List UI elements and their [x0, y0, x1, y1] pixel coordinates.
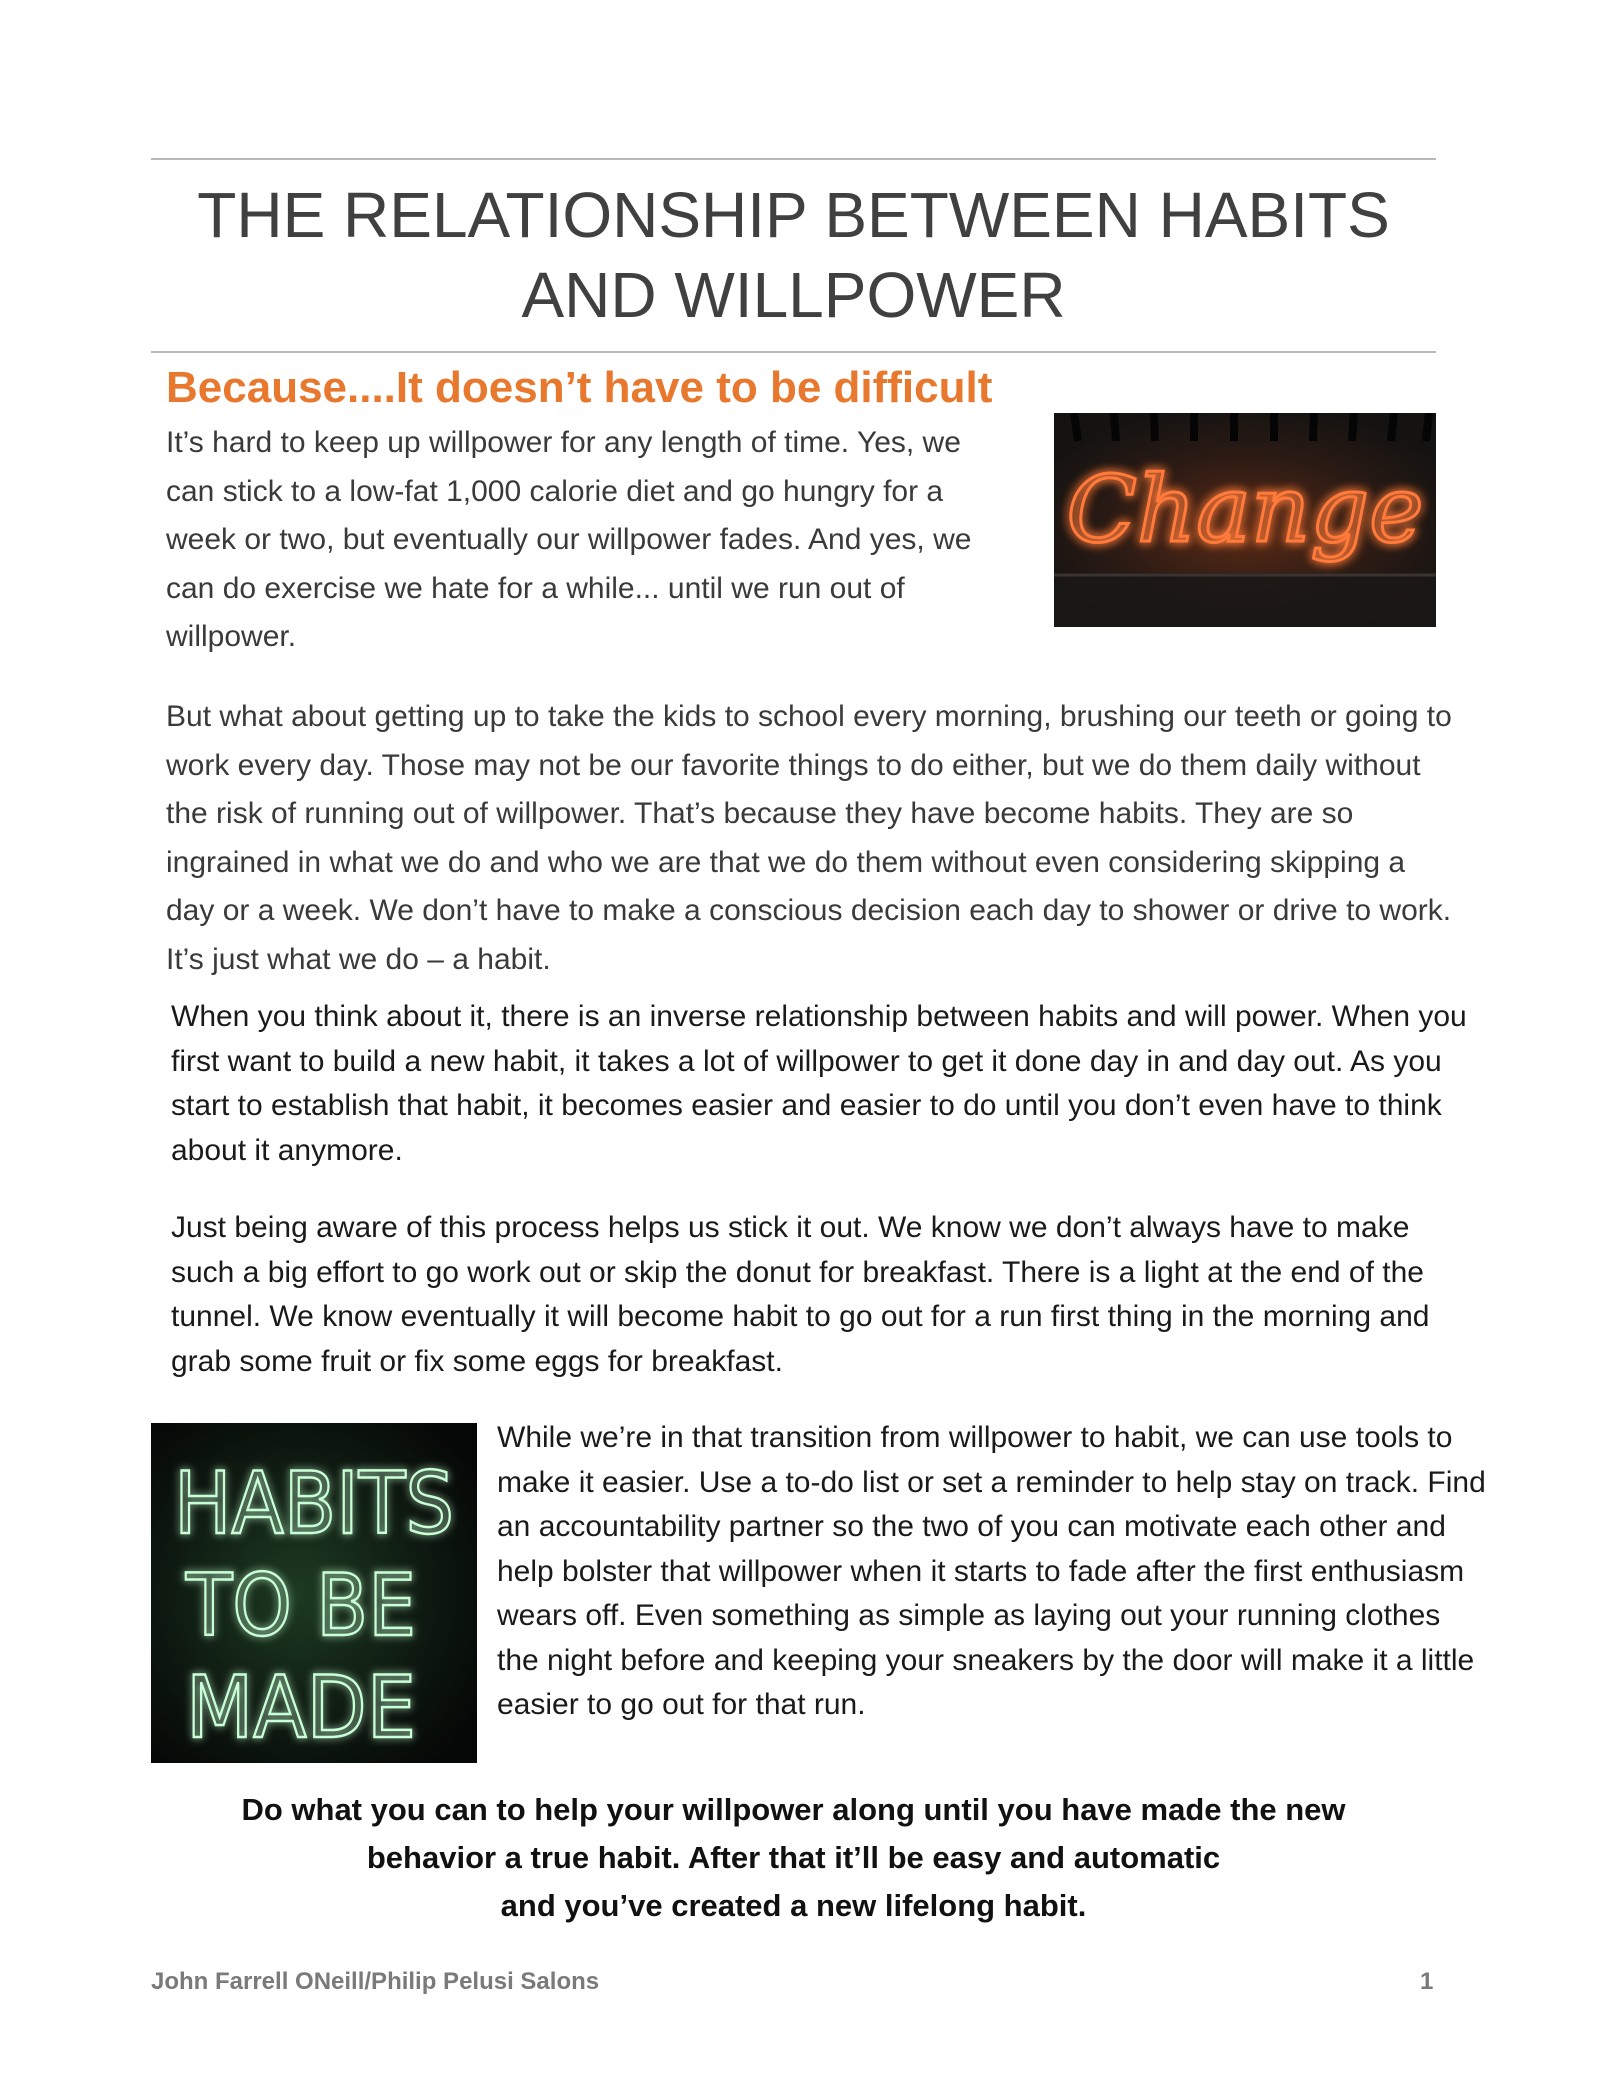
change-neon-text: Change	[1066, 456, 1424, 563]
page-title-line-1: THE RELATIONSHIP BETWEEN HABITS	[197, 179, 1390, 251]
footer-author: John Farrell ONeill/Philip Pelusi Salons	[151, 1968, 600, 1995]
paragraph-inverse-relationship: When you think about it, there is an inverse relationship between habits and will power. When you first want to build a new habit, it takes a lot of willpower to get it done day in and day out. As you start to establish that habit, it becomes easier and easier to do until you don’t even have to think about it anymore.	[171, 1000, 1467, 1167]
change-neon-image	[1054, 413, 1436, 627]
paragraph-process-awareness: Just being aware of this process helps us stick it out. We know we don’t always have to make such a big effort to go work out or skip the donut for breakfast. There is a light at the end of the tunnel. We know eventually it will become habit to go out for a run first thing in the morning and grab some fruit or fix some eggs for breakfast.	[171, 1211, 1430, 1378]
closing-statement	[151, 1786, 1436, 1930]
closing-line-1: Do what you can to help your willpower along until you have made the new	[241, 1792, 1346, 1827]
title-rule-bottom	[151, 351, 1436, 353]
closing-line-2: behavior a true habit. After that it’ll be easy and automatic	[366, 1840, 1221, 1875]
habits-neon-image	[151, 1423, 477, 1763]
habits-neon-line-3: MADE	[186, 1658, 416, 1758]
footer-page-number: 1	[1420, 1968, 1434, 1995]
paragraph-willpower-intro: It’s hard to keep up willpower for any length of time. Yes, we can stick to a low-fat 1,000 calorie diet and go hungry for a week or two, but eventually our willpower fades. And yes, we can do exercise we hate for a while... until we run out of willpower.	[166, 426, 972, 653]
subtitle-heading: Because....It doesn’t have to be difficult	[166, 363, 993, 412]
habits-neon-line-1: HABITS	[174, 1454, 454, 1554]
habits-neon-line-2: TO BE	[185, 1556, 416, 1656]
title-rule-top	[151, 158, 1436, 160]
page-title	[151, 175, 1436, 335]
page-title-line-2: AND WILLPOWER	[521, 259, 1066, 331]
paragraph-transition-tools: While we’re in that transition from willpower to habit, we can use tools to make it easier. Use a to-do list or set a reminder to help stay on track. Find an accountability partner so the two of you can motivate each other and help bolster that willpower when it starts to fade after the first enthusiasm wears off. Even something as simple as laying out your running clothes the night before and keeping your sneakers by the door will make it a little easier to go out for that run.	[497, 1421, 1486, 1721]
paragraph-daily-habits: But what about getting up to take the kids to school every morning, brushing our teeth or going to work every day. Those may not be our favorite things to do either, but we do them daily without the risk of running out of willpower. That’s because they have become habits. They are so ingrained in what we do and who we are that we do them without even considering skipping a day or a week. We don’t have to make a conscious decision each day to shower or drive to work. It’s just what we do – a habit.	[166, 700, 1452, 976]
closing-line-3: and you’ve created a new lifelong habit.	[500, 1888, 1087, 1923]
